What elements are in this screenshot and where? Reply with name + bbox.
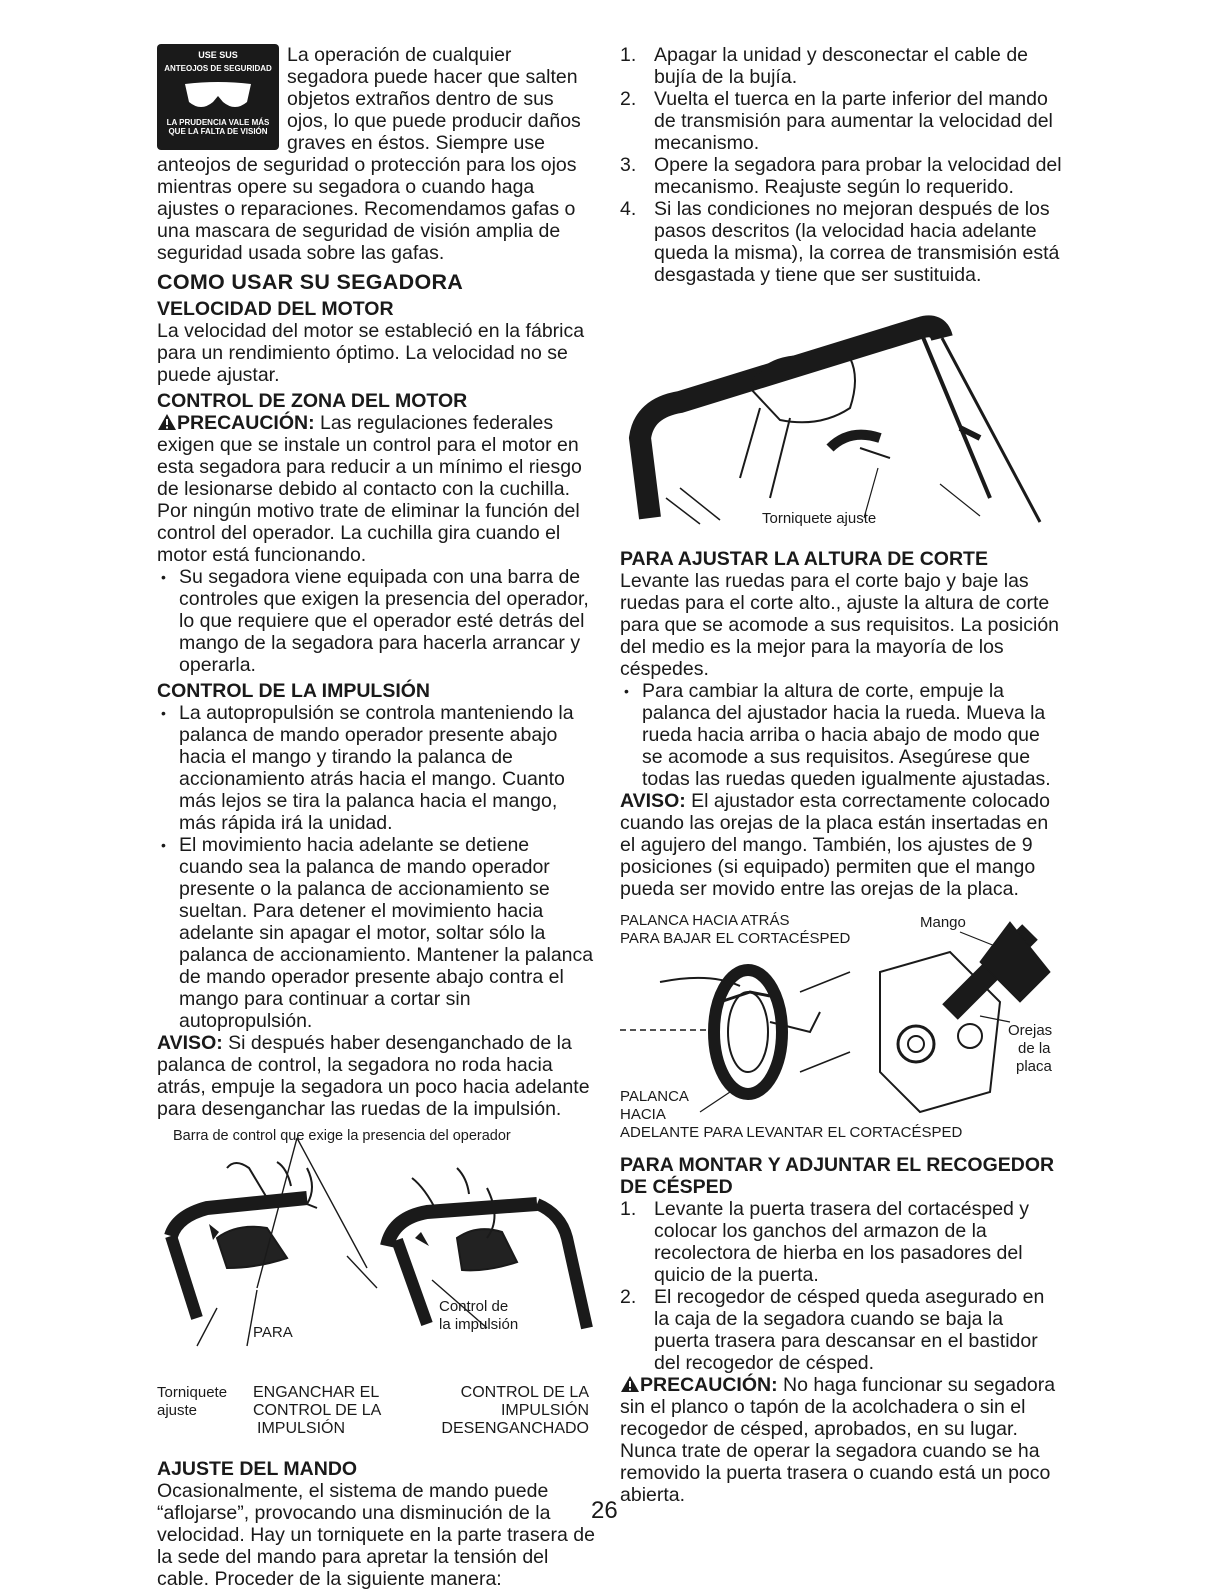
engage-label-2: CONTROL DE LA bbox=[253, 1402, 382, 1419]
warning-triangle-icon bbox=[157, 413, 177, 431]
tourniquet-figure bbox=[620, 298, 1062, 540]
notice-label: AVISO: bbox=[157, 1032, 223, 1054]
para-label: PARA bbox=[253, 1324, 293, 1341]
tourniquet-label-2: ajuste bbox=[157, 1402, 198, 1419]
engage-label-3: IMPULSIÓN bbox=[257, 1420, 346, 1437]
badge-bottom-text: LA PRUDENCIA VALE MÁS QUE LA FALTA DE VISIÓN bbox=[166, 118, 270, 136]
disengaged-label-2: IMPULSIÓN bbox=[500, 1402, 589, 1419]
safety-glasses-badge bbox=[157, 44, 279, 150]
page-number: 26 bbox=[591, 1497, 618, 1524]
mango-label: Mango bbox=[920, 914, 966, 931]
safety-glasses-block bbox=[157, 44, 597, 264]
wheel-back-label-1: PALANCA HACIA ATRÁS bbox=[620, 912, 790, 929]
handle-adjust-steps bbox=[620, 44, 1062, 286]
tourniquet-label-1: Torniquete bbox=[157, 1384, 228, 1401]
heading-grass-bag: PARA MONTAR Y ADJUNTAR EL RECOGEDOR DE CÉSPED bbox=[620, 1154, 1055, 1198]
step-text: Si las condiciones no mejoran después de los pasos descritos (la velocidad hacia adelante queda la misma), la correa de transmisión está desgastada y tiene que ser sustituida. bbox=[654, 198, 1060, 286]
safety-glasses-icon bbox=[183, 80, 253, 114]
operator-control-figure bbox=[157, 1128, 597, 1384]
list-item: 1. Levante la puerta trasera del cortacésped y colocar los ganchos del armazon de la recolectora de hierba en los pasadores del quicio de la puerta. bbox=[620, 1198, 1030, 1286]
list-item: 3. Opere la segadora para probar la velocidad del mecanismo. Reajuste según lo requerido. bbox=[620, 154, 1062, 198]
handle-tourniquet-illustration bbox=[620, 298, 1062, 540]
list-item: • Su segadora viene equipada con una barra de controles que exigen la presencia del operador, lo que requiere que el operador esté detrás del mango de la segadora para hacerla arrancar y operarla. bbox=[157, 566, 597, 676]
list-item: 1. Apagar la unidad y desconectar el cable de bujía de la bujía. bbox=[620, 44, 1029, 88]
zone-bullet-list bbox=[157, 566, 597, 676]
drive-bullet-list bbox=[157, 702, 597, 1032]
disengaged-label-3: DESENGANCHADO bbox=[441, 1420, 589, 1437]
hacia-label: HACIA bbox=[620, 1106, 666, 1123]
badge-middle-text: ANTEOJOS DE SEGURIDAD bbox=[164, 64, 272, 73]
step-text: Vuelta el tuerca en la parte inferior del mando de transmisión para aumentar la velocidad del mecanismo. bbox=[654, 88, 1053, 154]
list-item: • Para cambiar la altura de corte, empuje la palanca del ajustador hacia la rueda. Mueva la rueda hacia arriba o hacia abajo de modo que se acomode a sus requisitos. Asegúrese que todas las ruedas queden igualmente ajustadas. bbox=[620, 680, 1062, 790]
wheel-adjuster-figure bbox=[620, 912, 1062, 1144]
left-column bbox=[157, 44, 597, 1590]
palanca-label: PALANCA bbox=[620, 1088, 689, 1105]
list-item: • El movimiento hacia adelante se detiene cuando sea la palanca de mando operador presente o la palanca de accionamiento se sueltan. Para detener el movimiento hacia adelante sin apagar el motor, soltar sólo la palanca de accionamiento. Mantener la palanca de mando operador presente abajo contra el mango para continuar a cortar sin autopropulsión. bbox=[157, 834, 597, 1032]
list-item: 4. Si las condiciones no mejoran después de los pasos descritos (la velocidad hacia adelante queda la misma), la correa de transmisión está desgastada y tiene que ser sustituida. bbox=[620, 198, 1060, 286]
tourniquet-figure-label: Torniquete ajuste bbox=[762, 510, 877, 527]
notice-text: El ajustador esta correctamente colocado cuando las orejas de la placa están insertadas en el agujero del mango. También, los ajustes de 9 posiciones (si equipado) permiten que el mango pueda ser movido entre las orejas de la placa. bbox=[620, 790, 1050, 900]
caution-label: PRECAUCIÓN: bbox=[177, 412, 315, 434]
wheel-back-label-2: PARA BAJAR EL CORTACÉSPED bbox=[620, 930, 851, 947]
list-item: 2. El recogedor de césped queda asegurado en la caja de la segadora cuando se baja la puerta trasera para descansar en el bastidor del recogedor de césped. bbox=[620, 1286, 1045, 1374]
notice-paragraph bbox=[157, 1032, 597, 1120]
caution-label: PRECAUCIÓN: bbox=[640, 1374, 778, 1396]
step-text: Levante la puerta trasera del cortacésped y colocar los ganchos del armazon de la recolectora de hierba en los pasadores del quicio de la puerta. bbox=[654, 1198, 1030, 1286]
caution-paragraph bbox=[157, 412, 597, 566]
forward-label: ADELANTE PARA LEVANTAR EL CORTACÉSPED bbox=[620, 1124, 963, 1141]
badge-top-text: USE SUS bbox=[198, 50, 238, 60]
disengaged-label-1: CONTROL DE LA bbox=[460, 1384, 589, 1401]
control-label-2: la impulsión bbox=[439, 1316, 519, 1333]
step-text: Apagar la unidad y desconectar el cable de bujía de la bujía. bbox=[654, 44, 1029, 88]
safety-paragraph: La operación de cualquier segadora puede hacer que salten objetos extraños dentro de sus ojos, lo que puede producir daños graves en éstos. Siempre use anteojos de seguridad o protección para los ojos mientras opere su segadora o cuando haga ajustes o reparaciones. Recomendamos gafas o una mascara de seguridad de visión amplia de seguridad usada sobre las gafas. bbox=[157, 44, 581, 264]
orejas-label-2: de la bbox=[1018, 1040, 1051, 1057]
list-item: • La autopropulsión se controla manteniendo la palanca de mando operador presente abajo hacia el mango y tirando la palanca de accionamiento atrás hacia el mango. Cuanto más lejos se tira la palanca hacia el mango, más rápida irá la unidad. bbox=[157, 702, 597, 834]
heading-cut-height: PARA AJUSTAR LA ALTURA DE CORTE bbox=[620, 548, 988, 570]
notice-label: AVISO: bbox=[620, 790, 686, 812]
heading-engine-zone-control: CONTROL DE ZONA DEL MOTOR bbox=[157, 390, 468, 412]
heading-drive-control: CONTROL DE LA IMPULSIÓN bbox=[157, 680, 430, 702]
list-item: 2. Vuelta el tuerca en la parte inferior del mando de transmisión para aumentar la velocidad del mecanismo. bbox=[620, 88, 1053, 154]
handle-illustration bbox=[157, 1128, 597, 1384]
figure-labels-row bbox=[157, 1384, 597, 1444]
warning-triangle-icon bbox=[620, 1375, 640, 1393]
caution-text: No haga funcionar su segadora sin el planco o tapón de la acolchadera o sin el recogedor de césped, aprobados, en su lugar. Nunca trate de operar la segadora cuando se ha removido la puerta trasera o cuando está un poco abierta. bbox=[620, 1374, 1056, 1506]
notice-text: Si después haber desenganchado de la palanca de control, la segadora no roda hacia atrás, empuje la segadora un poco hacia adelante para desenganchar las ruedas de la impulsión. bbox=[157, 1032, 590, 1120]
heading-handle-adjust: AJUSTE DEL MANDO bbox=[157, 1458, 358, 1480]
step-text: El recogedor de césped queda asegurado en la caja de la segadora cuando se baja la puerta trasera para descansar en el bastidor del recogedor de césped. bbox=[654, 1286, 1045, 1374]
orejas-label-1: Orejas bbox=[1008, 1022, 1053, 1039]
grass-bag-steps bbox=[620, 1198, 1062, 1374]
right-caution-paragraph bbox=[620, 1374, 1062, 1506]
cut-height-bullets bbox=[620, 680, 1062, 790]
cut-height-paragraph: Levante las ruedas para el corte bajo y baje las ruedas para el corte alto., ajuste la altura de corte para que se acomode a sus requisitos. La posición del medio es la mejor para la mayoría de los céspedes. bbox=[620, 570, 1060, 680]
engine-speed-paragraph: La velocidad del motor se estableció en la fábrica para un rendimiento óptimo. La velocidad no se puede ajustar. bbox=[157, 320, 585, 386]
figure-caption: Barra de control que exige la presencia del operador bbox=[173, 1128, 511, 1144]
handle-adjust-paragraph: Ocasionalmente, el sistema de mando puede “aflojarse”, provocando una disminución de la velocidad. Hay un torniquete en la parte trasera de la sede del mando para apretar la tensión del cable. Proceder de la siguiente manera: bbox=[157, 1480, 595, 1590]
step-text: Opere la segadora para probar la velocidad del mecanismo. Reajuste según lo requerido. bbox=[654, 154, 1062, 198]
caution-text: Las regulaciones federales exigen que se instale un control para el motor en esta segadora para reducir a un mínimo el riesgo de lesionarse debido al contacto con la cuchilla. Por ningún motivo trate de eliminar la función del control del operador. La cuchilla gira cuando el motor está funcionando. bbox=[157, 412, 582, 566]
orejas-label-3: placa bbox=[1016, 1058, 1052, 1075]
engage-label-1: ENGANCHAR EL bbox=[253, 1384, 380, 1401]
right-column bbox=[620, 44, 1062, 1506]
heading-engine-speed: VELOCIDAD DEL MOTOR bbox=[157, 298, 394, 320]
right-notice-paragraph bbox=[620, 790, 1062, 900]
heading-use-mower: COMO USAR SU SEGADORA bbox=[157, 270, 464, 294]
control-label-1: Control de bbox=[439, 1298, 509, 1315]
